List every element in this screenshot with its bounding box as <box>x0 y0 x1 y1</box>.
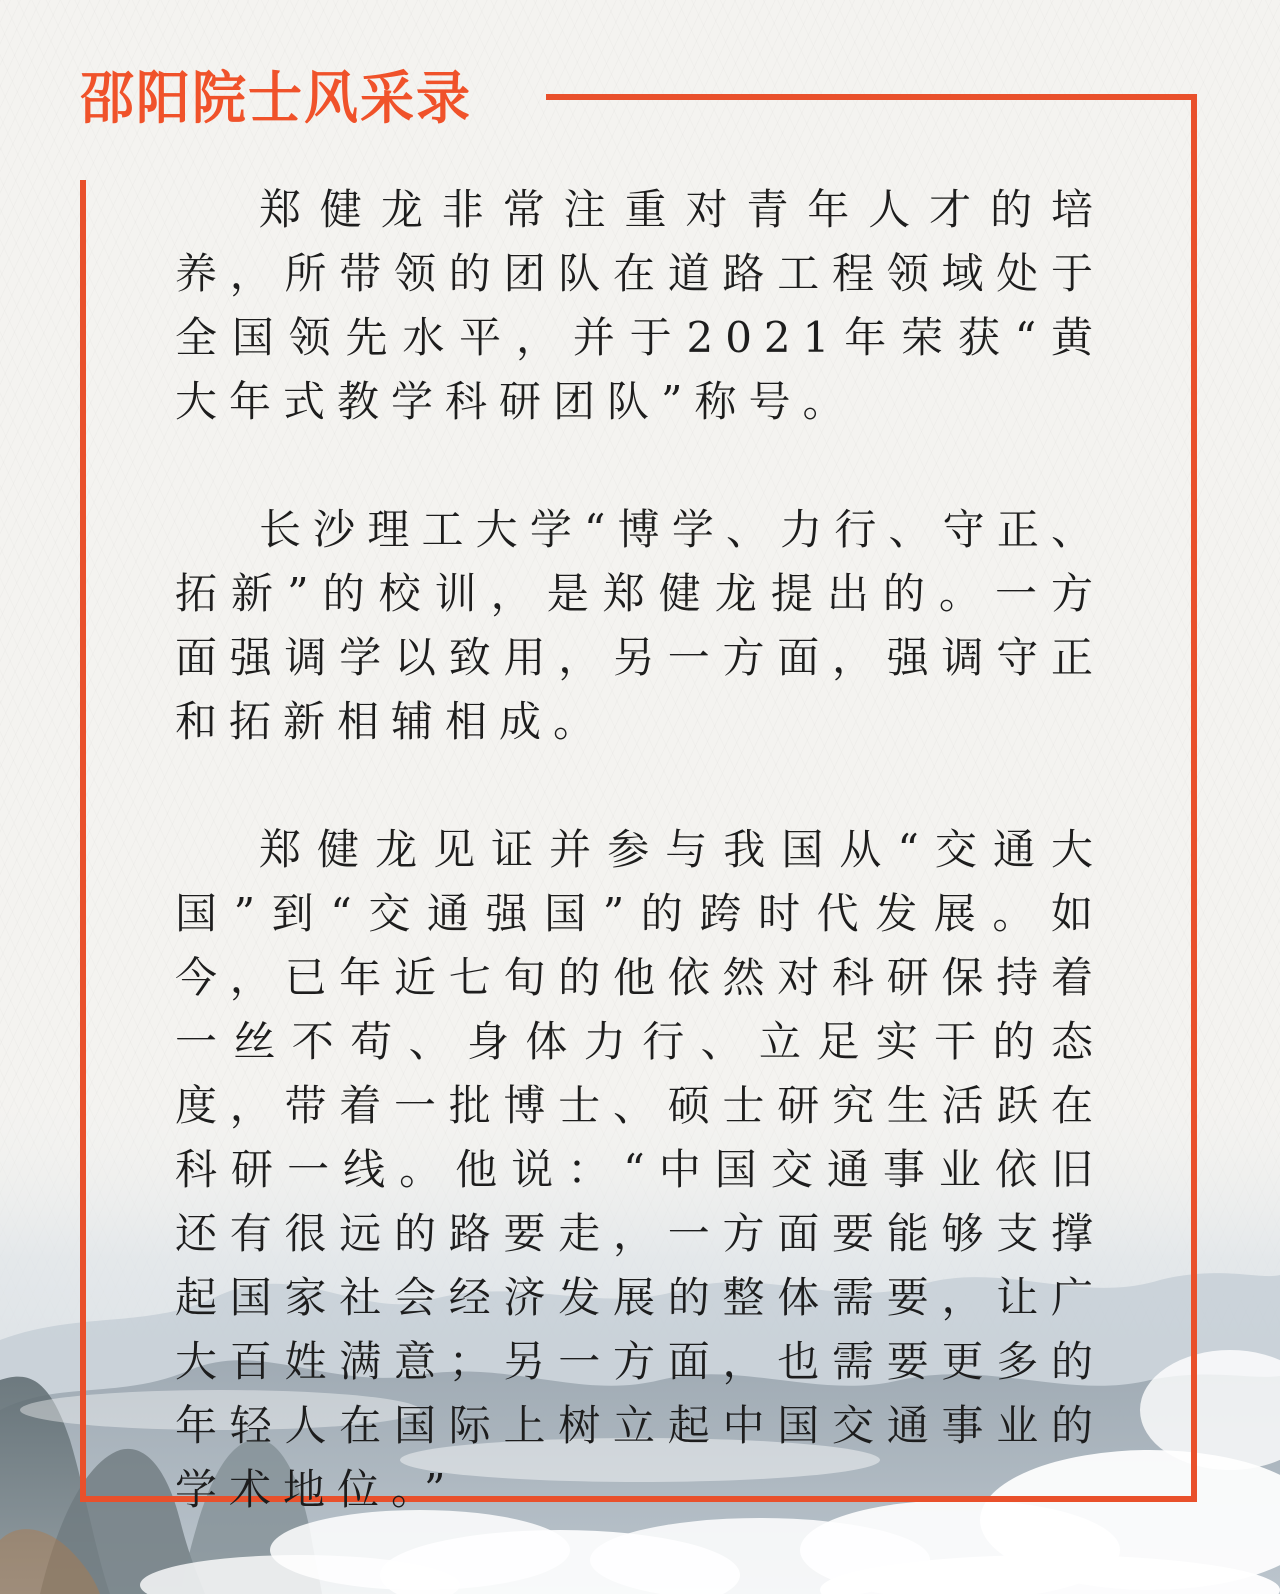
paragraph-team-honor: 郑健龙非常注重对青年人才的培养，所带领的团队在道路工程领域处于全国领先水平，并于2021年荣获“黄大年式教学科研团队”称号。 <box>175 185 1105 426</box>
article-body <box>175 178 1105 1522</box>
frame-left-line <box>80 180 86 1502</box>
page-title: 邵阳院士风采录 <box>80 64 472 132</box>
frame-top-line <box>546 94 1197 100</box>
frame-right-line <box>1191 94 1197 1502</box>
paragraph-transport-development: 郑健龙见证并参与我国从“交通大国”到“交通强国”的跨时代发展。如今，已年近七旬的他依然对科研保持着一丝不苟、身体力行、立足实干的态度，带着一批博士、硕士研究生活跃在科研一线。他说：“中国交通事业依旧还有很远的路要走，一方面要能够支撑起国家社会经济发展的整体需要，让广大百姓满意；另一方面，也需要更多的年轻人在国际上树立起中国交通事业的学术地位。” <box>175 825 1105 1514</box>
paragraph-school-motto: 长沙理工大学“博学、力行、守正、拓新”的校训，是郑健龙提出的。一方面强调学以致用，另一方面，强调守正和拓新相辅相成。 <box>175 505 1105 746</box>
